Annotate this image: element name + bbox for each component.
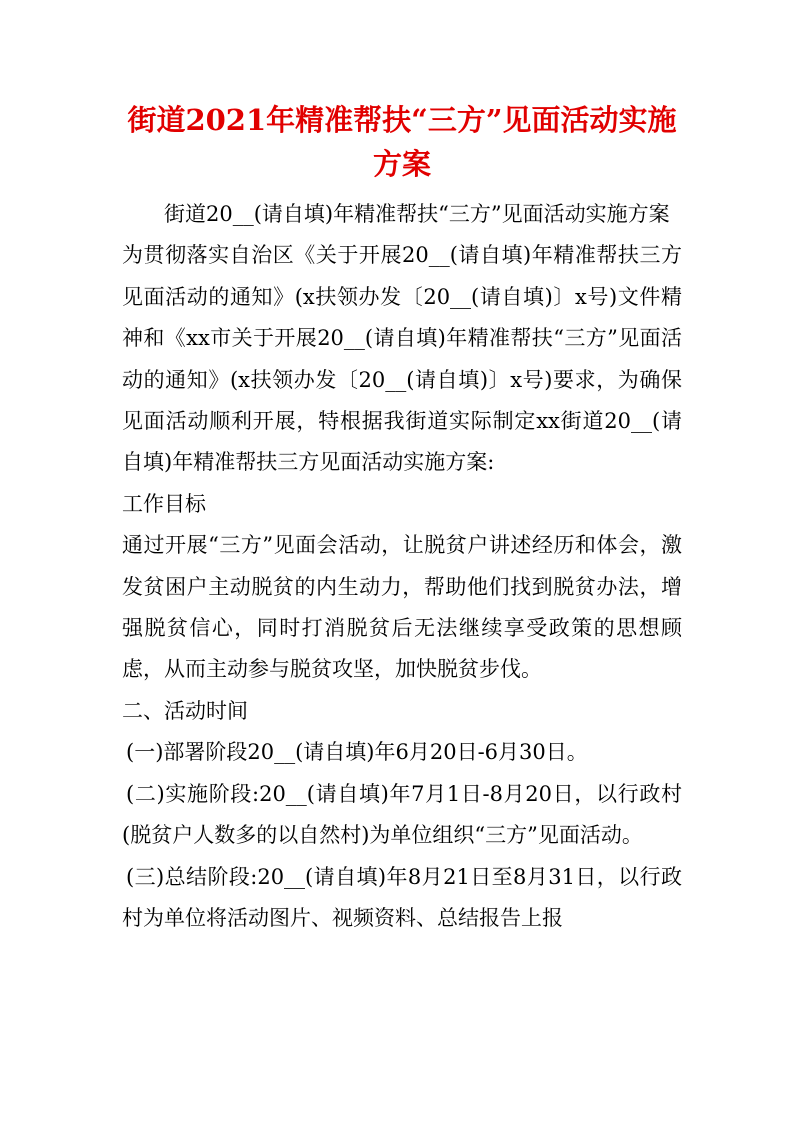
section-heading-goal: 工作目标 <box>122 491 206 516</box>
paragraph-goal: 通过开展“三方”见面会活动，让脱贫户讲述经历和体会，激发贫困户主动脱贫的内生动力，帮助他们找到脱贫办法，增强脱贫信心，同时打消脱贫后无法继续享受政策的思想顾虑，从而主动参与脱贫攻坚，加快脱贫步伐。 <box>122 533 682 682</box>
paragraph-preamble: 为贯彻落实自治区《关于开展20__(请自填)年精准帮扶三方见面活动的通知》(x扶领办发〔20__(请自填)〕x号)文件精神和《xx市关于开展20__(请自填)年精准帮扶“三方”见面活动的通知》(x扶领办发〔20__(请自填)〕x号)要求，为确保见面活动顺利开展，特根据我街道实际制定xx街道20__(请自填)年精准帮扶三方见面活动实施方案: <box>122 243 682 475</box>
paragraph-phase-1: (一)部署阶段20__(请自填)年6月20日-6月30日。 <box>126 740 588 765</box>
paragraph-phase-3: (三)总结阶段:20__(请自填)年8月21日至8月31日，以行政村为单位将活动图片、视频资料、总结报告上报 <box>122 864 682 930</box>
document-title: 街道2021年精准帮扶“三方”见面活动实施方案 <box>127 103 677 181</box>
paragraph-subtitle: 街道20__(请自填)年精准帮扶“三方”见面活动实施方案 <box>164 202 670 226</box>
paragraph-phase-2: (二)实施阶段:20__(请自填)年7月1日-8月20日，以行政村(脱贫户人数多的以自然村)为单位组织“三方”见面活动。 <box>122 781 682 848</box>
document-body <box>122 194 682 939</box>
section-heading-time: 二、活动时间 <box>122 698 248 723</box>
